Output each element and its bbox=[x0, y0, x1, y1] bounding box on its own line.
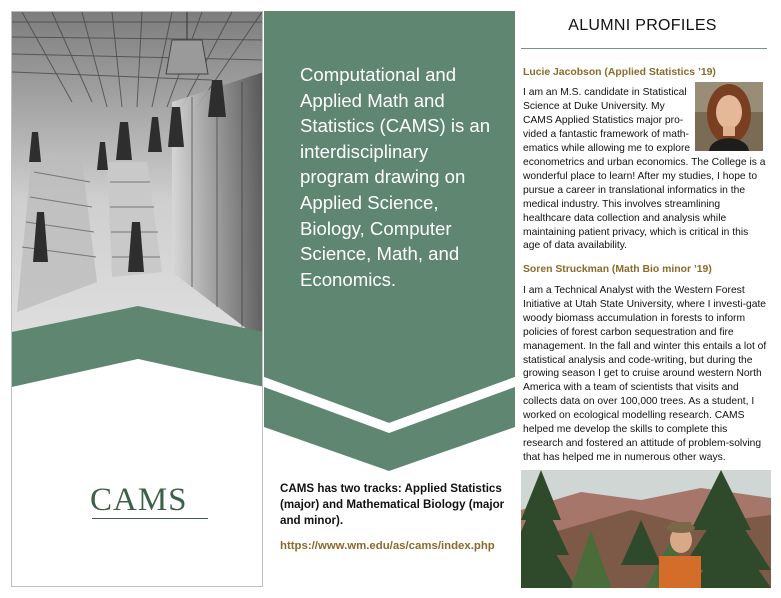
profile-bio-lucie-rest: econometrics and urban economics. The College is a wonderful place to learn! After my studies, I hope to pursue a career in translational informatics in the medical industry. This involves streamlining healthcare data collection and analysis while maintaining patient privacy, which is critical in this age of data availability. bbox=[523, 157, 766, 252]
profile-bio-lucie-top: I am an M.S. candidate in Statistical Science at Duke University. My CAMS Applied Statistics major pro-vided a fantastic framework of math-ematics while allowing me to explore bbox=[523, 87, 691, 154]
cams-logo bbox=[90, 482, 210, 522]
profile-name-soren: Soren Struckman (Math Bio minor ’19) bbox=[523, 264, 712, 275]
left-panel bbox=[11, 11, 263, 587]
title-divider bbox=[521, 48, 767, 49]
portrait-photo-lucie bbox=[695, 82, 763, 151]
profile-name-lucie: Lucie Jacobson (Applied Statistics ’19) bbox=[523, 67, 716, 78]
program-intro: Computational and Applied Math and Statistics (CAMS) is an interdisciplinary program drawing on Applied Science, Biology, Computer Science, Math, and Economics. bbox=[300, 64, 491, 290]
logo-underline bbox=[92, 518, 208, 519]
program-url-link[interactable]: https://www.wm.edu/as/cams/index.php bbox=[280, 540, 495, 552]
forest-photo-soren bbox=[521, 470, 771, 588]
tracks-description: CAMS has two tracks: Applied Statistics (major) and Mathematical Biology (major and minor). bbox=[280, 482, 505, 527]
profile-bio-soren: I am a Technical Analyst with the Western Forest Initiative at Utah State University, where I investi-gate woody biomass accumulation in forests to inform policies of forest carbon sequestration and fire management. In the fall and winter this entails a lot of statistical analysis and code-writing, but during the growing season I get to cruise around western North America with a team of scientists that visits and collects data on over 100,000 trees. As a student, I worked on ecological modelling research. CAMS helped me develop the skills to complete this research and fostered an attitude of problem-solving that has helped me in numerous other ways. bbox=[523, 285, 767, 463]
atrium-photo bbox=[12, 12, 263, 432]
alumni-profiles-title: ALUMNI PROFILES bbox=[568, 17, 717, 34]
logo-text: CAMS bbox=[90, 482, 188, 518]
